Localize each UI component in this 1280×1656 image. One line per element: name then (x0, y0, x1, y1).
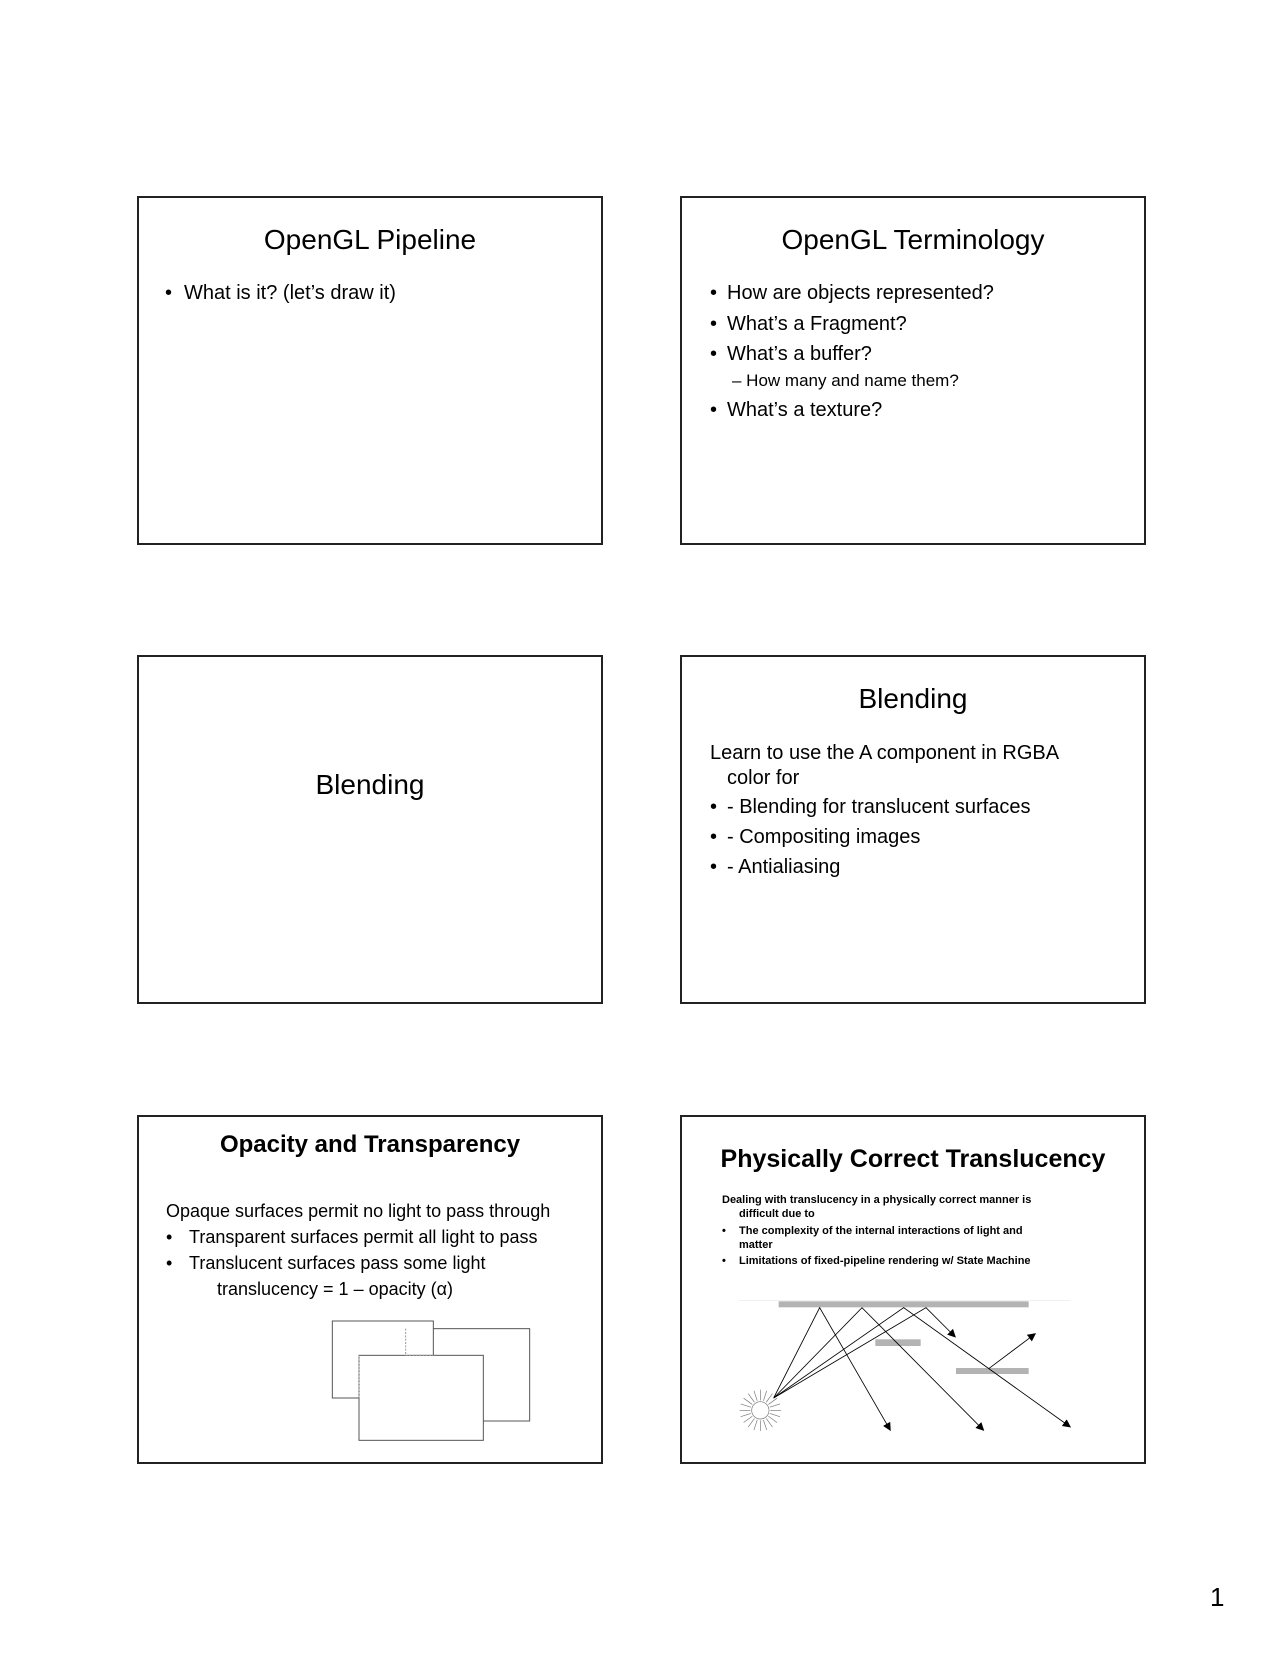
bullet-text: What’s a texture? (727, 399, 883, 421)
middle-surface (875, 1339, 920, 1346)
bullet-icon: • (165, 282, 173, 304)
slide-title: Blending (858, 683, 968, 714)
bullet-text: Limitations of fixed-pipeline rendering w/ State Machine (739, 1255, 1031, 1267)
sun-ray (766, 1394, 772, 1403)
bullet-icon: • (710, 826, 718, 848)
slide-title: Opacity and Transparency (219, 1131, 521, 1158)
sun-ray (741, 1404, 751, 1407)
sun-ray (768, 1398, 777, 1404)
sun-ray (770, 1413, 780, 1416)
slide-title: Physically Correct Translucency (720, 1145, 1106, 1173)
sun-ray (766, 1418, 772, 1427)
slide-opacity-transparency (137, 1115, 603, 1464)
bullet-icon: • (710, 282, 718, 304)
bullet-text: How are objects represented? (727, 282, 994, 304)
bullet-icon: • (722, 1225, 726, 1237)
bullet-icon: • (710, 399, 718, 421)
formula-text: translucency = 1 – opacity (α) (217, 1279, 454, 1299)
sun-ray (744, 1398, 753, 1404)
intro-text: difficult due to (739, 1208, 815, 1220)
bullet-icon: • (166, 1253, 173, 1273)
bullet-icon: • (166, 1227, 173, 1247)
bullet-icon: • (722, 1255, 726, 1267)
slide-physically-correct-translucency (680, 1115, 1146, 1464)
sub-bullet-text: – How many and name them? (732, 371, 959, 390)
bullet-text: Translucent surfaces pass some light (189, 1253, 486, 1273)
overlapping-rectangles-diagram (139, 1117, 601, 1462)
bullet-text: The complexity of the internal interactions of light and (739, 1225, 1023, 1237)
intro-text: Learn to use the A component in RGBA (710, 742, 1060, 764)
top-surface (779, 1301, 1029, 1307)
bullet-text: What is it? (let’s draw it) (184, 282, 396, 304)
sun-ray (741, 1413, 751, 1416)
sun-ray (748, 1394, 754, 1403)
slide-opengl-pipeline (137, 196, 603, 545)
sun-ray (754, 1391, 757, 1401)
slide-blending (680, 655, 1146, 1004)
bullet-text: - Compositing images (727, 826, 921, 848)
slide-opengl-terminology (680, 196, 1146, 545)
bullet-text: - Antialiasing (727, 856, 841, 878)
intro-text: Dealing with translucency in a physically correct manner is (722, 1194, 1032, 1206)
sun-ray (763, 1420, 766, 1430)
bullet-icon: • (710, 796, 718, 818)
slide-title: OpenGL Terminology (781, 224, 1045, 255)
bullet-icon: • (710, 343, 718, 365)
slide-title: Blending (315, 769, 425, 800)
sun-ray (770, 1404, 780, 1407)
page-number: 1 (1210, 1582, 1225, 1612)
bullet-text: matter (739, 1239, 773, 1251)
sun-ray (768, 1416, 777, 1422)
slide-blending-section (137, 655, 603, 1004)
sun-ray (754, 1420, 757, 1430)
slide-title: OpenGL Pipeline (263, 224, 477, 255)
bullet-icon: • (710, 856, 718, 878)
sun-ray (744, 1416, 753, 1422)
sun-ray (763, 1391, 766, 1401)
light-scattering-diagram (682, 1117, 1144, 1462)
bullet-text: What’s a Fragment? (727, 313, 907, 335)
intro-text: Opaque surfaces permit no light to pass through (166, 1201, 551, 1221)
intro-text: color for (727, 767, 800, 789)
rect-front (359, 1355, 483, 1440)
bullet-text: Transparent surfaces permit all light to pass (189, 1227, 538, 1247)
bullet-text: What’s a buffer? (727, 343, 872, 365)
bullet-icon: • (710, 313, 718, 335)
bullet-text: - Blending for translucent surfaces (727, 796, 1031, 818)
sun-ray (748, 1418, 754, 1427)
